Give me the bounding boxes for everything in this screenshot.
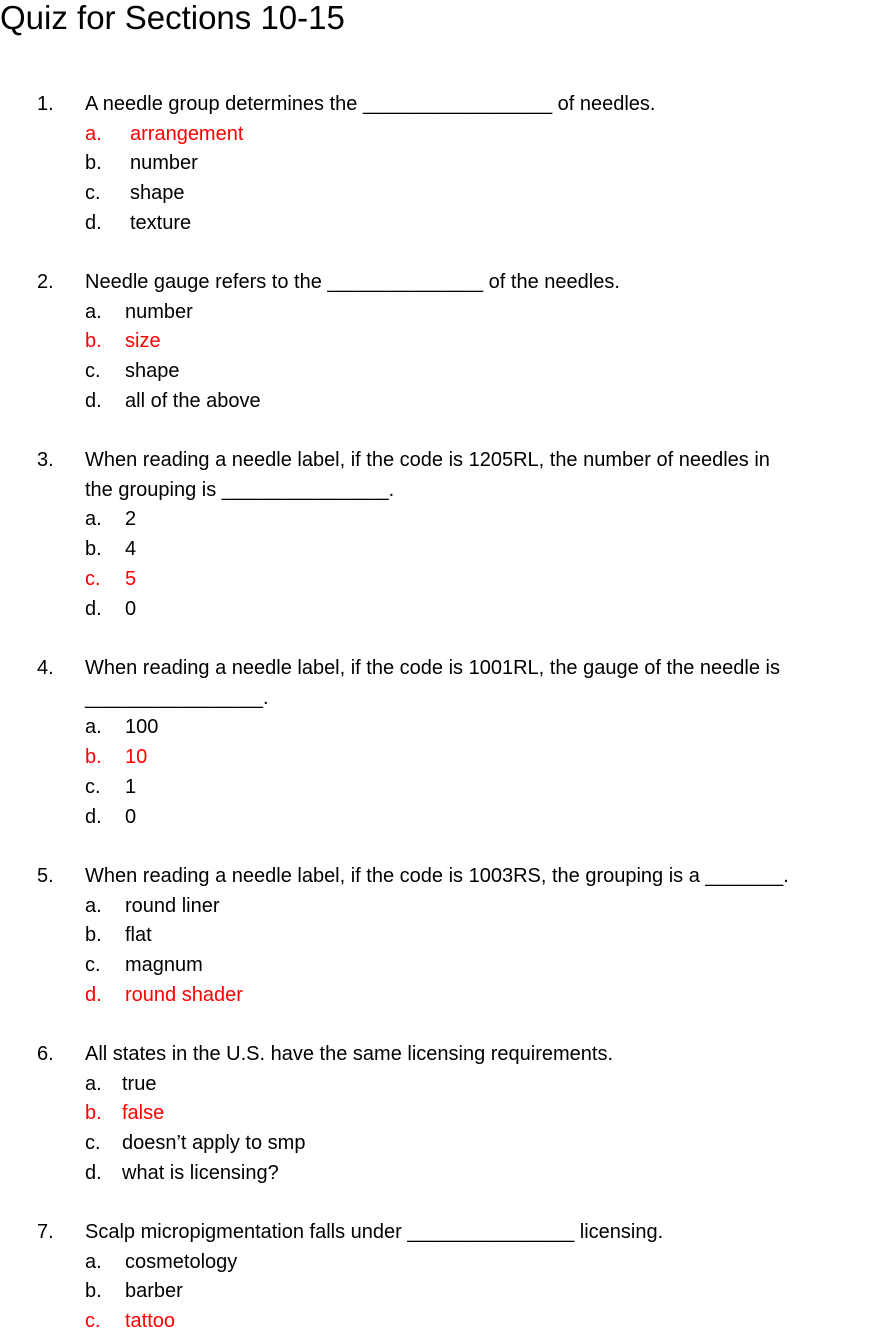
option-text: 4 [125, 538, 137, 560]
option-text: true [122, 1073, 157, 1095]
question-text: Needle gauge refers to the ______________ of the needles. [85, 271, 620, 293]
option-letter: d. [85, 390, 102, 412]
question-text-continued: ________________. [85, 687, 269, 709]
option-text: barber [125, 1280, 183, 1302]
question-number: 1. [37, 93, 54, 115]
option-letter: a. [85, 508, 102, 530]
option-letter: d. [85, 1162, 102, 1184]
question-text: When reading a needle label, if the code is 1003RS, the grouping is a _______. [85, 865, 789, 887]
option-letter: a. [85, 1073, 102, 1095]
option-text-correct: false [122, 1102, 165, 1124]
option-letter: d. [85, 212, 102, 234]
option-text: doesn’t apply to smp [122, 1132, 306, 1154]
question-text: All states in the U.S. have the same licensing requirements. [85, 1043, 614, 1065]
option-text-correct: tattoo [125, 1310, 176, 1332]
option-text: 2 [125, 508, 137, 530]
question-number: 3. [37, 449, 54, 471]
option-text-correct: size [125, 330, 161, 352]
option-text: magnum [125, 954, 203, 976]
option-text-correct: round shader [125, 984, 243, 1006]
question-text: When reading a needle label, if the code is 1205RL, the number of needles in [85, 449, 770, 471]
option-letter: d. [85, 806, 102, 828]
question-text-continued: the grouping is _______________. [85, 479, 395, 501]
option-text-correct: 10 [125, 746, 148, 768]
page-title: Quiz for Sections 10-15 [0, 0, 345, 36]
option-text: all of the above [125, 390, 261, 412]
option-text: texture [130, 212, 192, 234]
option-letter: b. [85, 1280, 102, 1302]
option-letter: c. [85, 954, 101, 976]
option-letter: b. [85, 330, 102, 352]
option-text: 0 [125, 806, 137, 828]
option-text: 100 [125, 716, 159, 738]
option-text: flat [125, 924, 152, 946]
question-number: 7. [37, 1221, 54, 1243]
option-letter: c. [85, 182, 101, 204]
option-text: 1 [125, 776, 137, 798]
option-letter: a. [85, 716, 102, 738]
option-letter: a. [85, 1251, 102, 1273]
question-number: 5. [37, 865, 54, 887]
option-letter: b. [85, 924, 102, 946]
option-text: shape [125, 360, 180, 382]
option-letter: d. [85, 598, 102, 620]
option-letter: b. [85, 538, 102, 560]
question-text: A needle group determines the _________________ of needles. [85, 93, 656, 115]
question-number: 4. [37, 657, 54, 679]
option-letter: b. [85, 1102, 102, 1124]
option-letter: c. [85, 1132, 101, 1154]
option-letter: b. [85, 152, 102, 174]
question-text: Scalp micropigmentation falls under _______________ licensing. [85, 1221, 664, 1243]
option-letter: c. [85, 776, 101, 798]
option-text: cosmetology [125, 1251, 238, 1273]
question-number: 6. [37, 1043, 54, 1065]
option-letter: b. [85, 746, 102, 768]
option-text: number [130, 152, 198, 174]
option-letter: a. [85, 123, 102, 145]
option-text-correct: arrangement [130, 123, 244, 145]
option-letter: c. [85, 568, 101, 590]
option-text: what is licensing? [122, 1162, 279, 1184]
option-text: round liner [125, 895, 220, 917]
option-letter: a. [85, 301, 102, 323]
option-letter: c. [85, 1310, 101, 1332]
option-letter: c. [85, 360, 101, 382]
option-text: 0 [125, 598, 137, 620]
option-text-correct: 5 [125, 568, 137, 590]
option-text: shape [130, 182, 185, 204]
option-letter: a. [85, 895, 102, 917]
option-letter: d. [85, 984, 102, 1006]
question-text: When reading a needle label, if the code is 1001RL, the gauge of the needle is [85, 657, 780, 679]
question-number: 2. [37, 271, 54, 293]
option-text: number [125, 301, 193, 323]
